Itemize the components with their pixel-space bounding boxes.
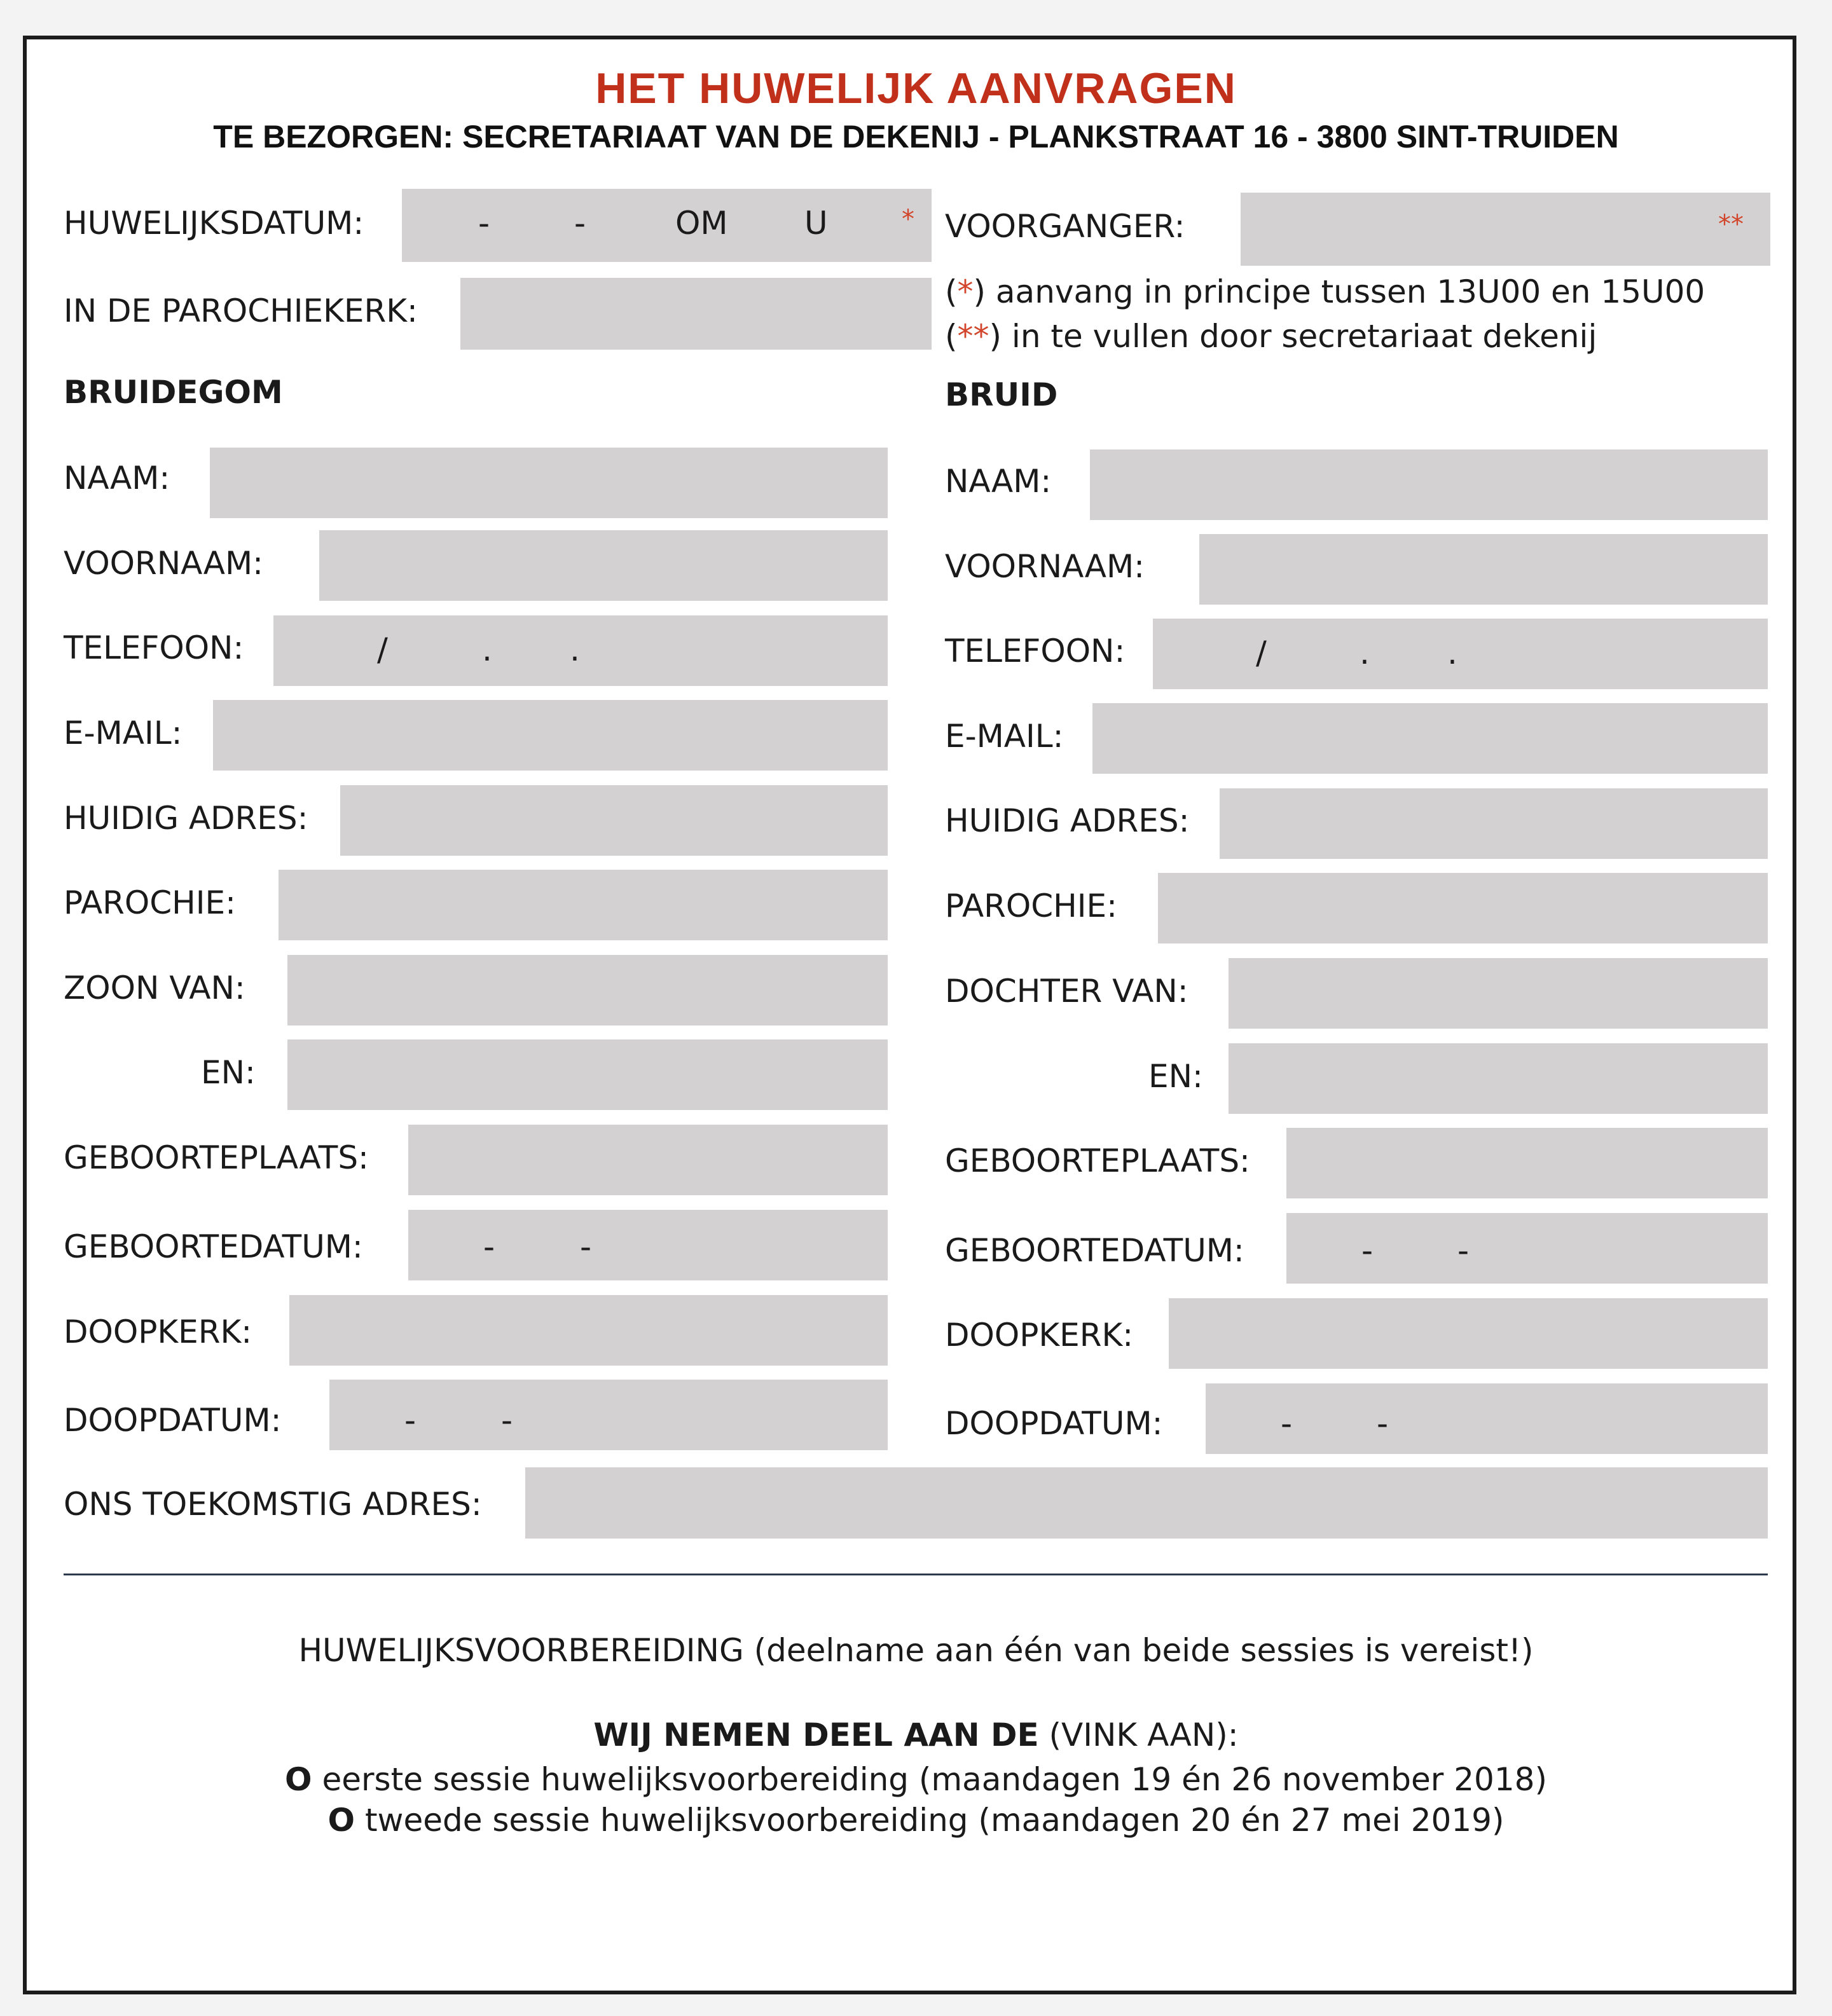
groom-phone-dot-2: .	[570, 631, 580, 668]
bride-name-label: NAAM:	[945, 463, 1052, 500]
groom-phone-label: TELEFOON:	[64, 629, 244, 666]
preparation-intro: HUWELIJKSVOORBEREIDING (deelname aan één van beide sessies is vereist!)	[298, 1632, 1534, 1669]
groom-firstname-label: VOORNAAM:	[64, 545, 263, 582]
groom-baptism-date-dash-2: -	[501, 1402, 513, 1439]
bride-and-label: EN:	[1148, 1058, 1203, 1095]
form-subtitle: TE BEZORGEN: SECRETARIAAT VAN DE DEKENIJ - PLANKSTRAAT 16 - 3800 SINT-TRUIDEN	[213, 119, 1619, 154]
bride-email-field[interactable]	[1092, 703, 1768, 774]
bride-address-label: HUIDIG ADRES:	[945, 802, 1190, 839]
bride-baptism-date-dash-1: -	[1281, 1405, 1293, 1442]
groom-birthdate-dash-1: -	[483, 1228, 495, 1265]
groom-baptism-date-dash-1: -	[404, 1402, 417, 1439]
groom-mother-field[interactable]	[287, 1039, 888, 1110]
note-start-time: (*) aanvang in principe tussen 13U00 en 15U00	[945, 273, 1705, 310]
bride-phone-label: TELEFOON:	[945, 633, 1126, 669]
groom-birthplace-label: GEBOORTEPLAATS:	[64, 1139, 369, 1176]
groom-phone-dot-1: .	[482, 631, 492, 668]
wedding-date-dash-1: -	[478, 205, 490, 242]
bride-phone-field[interactable]	[1153, 619, 1768, 689]
bride-phone-slash: /	[1256, 634, 1267, 671]
groom-name-field[interactable]	[210, 448, 888, 518]
session-option-1[interactable]: O eerste sessie huwelijksvoorbereiding (maandagen 19 én 26 november 2018)	[285, 1761, 1547, 1798]
officiant-field[interactable]	[1241, 193, 1770, 266]
groom-and-label: EN:	[201, 1054, 256, 1091]
parish-church-field[interactable]	[460, 278, 932, 350]
bride-address-field[interactable]	[1220, 788, 1768, 859]
bride-birthdate-dash-1: -	[1361, 1232, 1374, 1269]
groom-son-of-label: ZOON VAN:	[64, 970, 245, 1006]
groom-birthdate-label: GEBOORTEDATUM:	[64, 1228, 363, 1265]
groom-name-label: NAAM:	[64, 460, 170, 497]
bride-name-field[interactable]	[1090, 449, 1768, 520]
form-title: HET HUWELIJK AANVRAGEN	[595, 64, 1237, 113]
groom-firstname-field[interactable]	[319, 530, 888, 601]
wedding-date-dash-2: -	[574, 205, 586, 242]
groom-baptism-date-label: DOOPDATUM:	[64, 1402, 282, 1439]
section-divider	[64, 1574, 1768, 1575]
bride-birthplace-label: GEBOORTEPLAATS:	[945, 1142, 1250, 1179]
groom-phone-field[interactable]	[273, 615, 888, 686]
officiant-stars: **	[1718, 210, 1744, 239]
radio-option-2[interactable]: O	[327, 1802, 355, 1839]
wedding-time-om: OM	[675, 205, 728, 242]
groom-birthdate-dash-2: -	[580, 1228, 592, 1265]
groom-birthdate-field[interactable]	[408, 1210, 888, 1280]
groom-baptism-church-field[interactable]	[289, 1295, 888, 1366]
bride-birthdate-field[interactable]	[1286, 1213, 1768, 1284]
groom-birthplace-field[interactable]	[408, 1125, 888, 1195]
bride-firstname-label: VOORNAAM:	[945, 548, 1145, 585]
wedding-time-u: U	[804, 205, 828, 242]
bride-firstname-field[interactable]	[1199, 534, 1768, 605]
officiant-label: VOORGANGER:	[945, 208, 1185, 245]
bride-heading: BRUID	[945, 376, 1058, 413]
groom-address-label: HUIDIG ADRES:	[64, 800, 308, 837]
bride-email-label: E-MAIL:	[945, 718, 1064, 755]
groom-address-field[interactable]	[340, 785, 888, 856]
bride-parish-field[interactable]	[1158, 873, 1768, 943]
preparation-choose: WIJ NEMEN DEEL AAN DE (VINK AAN):	[593, 1717, 1239, 1753]
wedding-time-star: *	[902, 205, 914, 234]
future-address-label: ONS TOEKOMSTIG ADRES:	[64, 1486, 482, 1523]
groom-heading: BRUIDEGOM	[64, 374, 283, 411]
bride-birthdate-label: GEBOORTEDATUM:	[945, 1232, 1244, 1269]
note-secretariat: (**) in te vullen door secretariaat dekenij	[945, 318, 1597, 355]
bride-birthplace-field[interactable]	[1286, 1128, 1768, 1198]
session-option-2[interactable]: O tweede sessie huwelijksvoorbereiding (maandagen 20 én 27 mei 2019)	[327, 1802, 1505, 1839]
groom-email-label: E-MAIL:	[64, 715, 183, 751]
bride-baptism-date-label: DOOPDATUM:	[945, 1405, 1163, 1442]
bride-birthdate-dash-2: -	[1457, 1232, 1470, 1269]
parish-church-label: IN DE PAROCHIEKERK:	[64, 292, 418, 329]
bride-baptism-church-label: DOOPKERK:	[945, 1317, 1134, 1354]
bride-phone-dot-2: .	[1447, 634, 1457, 671]
bride-baptism-date-dash-2: -	[1377, 1405, 1389, 1442]
bride-father-field[interactable]	[1229, 958, 1768, 1029]
groom-baptism-church-label: DOOPKERK:	[64, 1313, 252, 1350]
wedding-date-label: HUWELIJKSDATUM:	[64, 205, 364, 242]
groom-email-field[interactable]	[213, 700, 888, 771]
bride-daughter-of-label: DOCHTER VAN:	[945, 973, 1188, 1010]
bride-baptism-church-field[interactable]	[1169, 1298, 1768, 1369]
radio-option-1[interactable]: O	[285, 1761, 312, 1798]
bride-parish-label: PAROCHIE:	[945, 888, 1117, 924]
groom-phone-slash: /	[377, 631, 388, 668]
future-address-field[interactable]	[525, 1467, 1768, 1539]
groom-parish-label: PAROCHIE:	[64, 884, 236, 921]
bride-phone-dot-1: .	[1360, 634, 1370, 671]
groom-parish-field[interactable]	[279, 870, 888, 940]
groom-father-field[interactable]	[287, 955, 888, 1025]
bride-mother-field[interactable]	[1229, 1043, 1768, 1114]
